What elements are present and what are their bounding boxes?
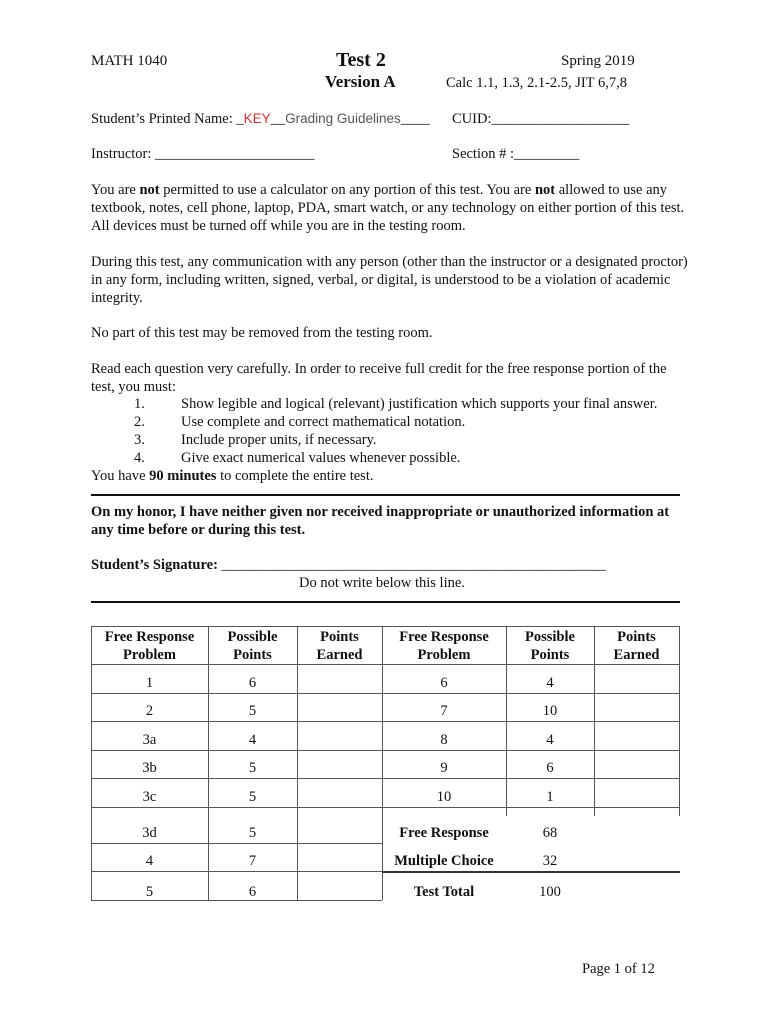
name-separator: __ — [270, 111, 286, 127]
problem-cell: 6 — [440, 675, 448, 691]
points-cell: 10 — [542, 703, 558, 719]
points-cell: 5 — [248, 760, 257, 776]
problem-cell: 3a — [142, 732, 157, 748]
points-cell: 4 — [546, 675, 554, 691]
rules-paragraph: You are not permitted to use a calculator on any portion of this test. You are not allowed to use any textbook, notes, cell phone, laptop, PDA, smart watch, or any technology on either portion of this test. All devices must be turned off while you are in the testing room. — [91, 182, 685, 234]
test-title: Test 2 — [336, 49, 386, 71]
summary-label: Test Total — [413, 884, 475, 900]
list-item: 4. Give exact numerical values whenever possible. — [134, 450, 461, 466]
list-item: 1. Show legible and logical (relevant) justification which supports your final answer. — [134, 396, 658, 412]
signature-field[interactable] — [91, 557, 606, 574]
table-border — [91, 871, 382, 872]
summary-label: Multiple Choice — [394, 853, 494, 869]
problem-cell: 3b — [142, 760, 157, 776]
header-possible-points: Possible Points — [227, 629, 278, 663]
table-border — [297, 626, 298, 900]
removal-paragraph: No part of this test may be removed from the testing room. — [91, 325, 433, 341]
no-write-notice: Do not write below this line. — [299, 575, 465, 591]
points-cell: 6 — [546, 760, 554, 776]
points-cell: 6 — [248, 884, 257, 900]
problem-cell: 3c — [142, 789, 157, 805]
student-name-field[interactable] — [91, 111, 430, 128]
table-border — [91, 721, 680, 722]
summary-points: 68 — [542, 825, 558, 841]
summary-rule — [382, 871, 680, 873]
table-border — [91, 843, 382, 844]
not-emphasis: not — [139, 182, 160, 198]
honor-statement: On my honor, I have neither given nor received inappropriate or unauthorized information at any time before or during this test. — [91, 504, 670, 538]
term-label: Spring 2019 — [561, 53, 635, 69]
header-problem: Free Response Problem — [399, 629, 489, 663]
problem-cell: 8 — [440, 732, 448, 748]
sections-covered: Calc 1.1, 1.3, 2.1-2.5, JIT 6,7,8 — [446, 75, 627, 91]
version-label: Version A — [325, 72, 396, 91]
name-key-text: KEY — [243, 111, 271, 126]
points-cell: 5 — [248, 703, 257, 719]
points-cell: 6 — [248, 675, 257, 691]
signature-label: Student’s Signature: — [91, 557, 222, 573]
student-name-label: Student’s Printed Name: _ — [91, 111, 244, 127]
list-item: 3. Include proper units, if necessary. — [134, 432, 377, 448]
list-item: 2. Use complete and correct mathematical notation. — [134, 414, 466, 430]
problem-cell: 10 — [436, 789, 452, 805]
problem-cell: 7 — [440, 703, 448, 719]
problem-cell: 2 — [145, 703, 154, 719]
header-points-earned: Points Earned — [316, 629, 363, 663]
section-field[interactable]: Section # :_________ — [452, 146, 580, 162]
problem-cell: 4 — [145, 853, 154, 869]
instructor-field[interactable]: Instructor: ______________________ — [91, 146, 315, 162]
summary-points: 32 — [542, 853, 558, 869]
cuid-field[interactable]: CUID:___________________ — [452, 111, 630, 127]
signature-line: _____________________________________________________ — [221, 557, 606, 573]
divider — [91, 601, 680, 603]
problem-cell: 5 — [145, 884, 154, 900]
header-possible-points: Possible Points — [525, 629, 575, 663]
not-emphasis: not — [534, 182, 556, 198]
divider — [91, 494, 680, 496]
table-border — [91, 626, 680, 627]
header-points-earned: Points Earned — [613, 629, 660, 663]
course-code: MATH 1040 — [91, 53, 168, 69]
time-limit: You have 90 minutes to complete the entire test. — [91, 468, 374, 484]
points-cell: 4 — [248, 732, 257, 748]
table-border — [91, 807, 680, 808]
page-number: Page 1 of 12 — [582, 961, 655, 977]
integrity-paragraph: During this test, any communication with any person (other than the instructor or a designated proctor) in any form, including written, signed, verbal, or digital, is understood to be a violation of academic integrity. — [91, 254, 688, 306]
table-border — [91, 778, 680, 779]
summary-label: Free Response — [399, 825, 489, 841]
name-guidelines-text: Grading Guidelines — [285, 111, 401, 126]
name-tail: ____ — [400, 111, 430, 127]
instructions-paragraph: Read each question very carefully. In order to receive full credit for the free response portion of the test, you must: — [91, 361, 667, 395]
problem-cell: 3d — [142, 825, 157, 841]
points-cell: 7 — [248, 853, 257, 869]
problem-cell: 1 — [145, 675, 154, 691]
summary-points: 100 — [539, 884, 561, 900]
table-border — [91, 693, 680, 694]
points-cell: 1 — [546, 789, 554, 805]
header-problem: Free Response Problem — [104, 629, 195, 663]
points-cell: 5 — [248, 825, 257, 841]
table-border — [91, 750, 680, 751]
table-border — [91, 664, 680, 665]
points-cell: 5 — [248, 789, 257, 805]
problem-cell: 9 — [440, 760, 448, 776]
points-cell: 4 — [546, 732, 554, 748]
